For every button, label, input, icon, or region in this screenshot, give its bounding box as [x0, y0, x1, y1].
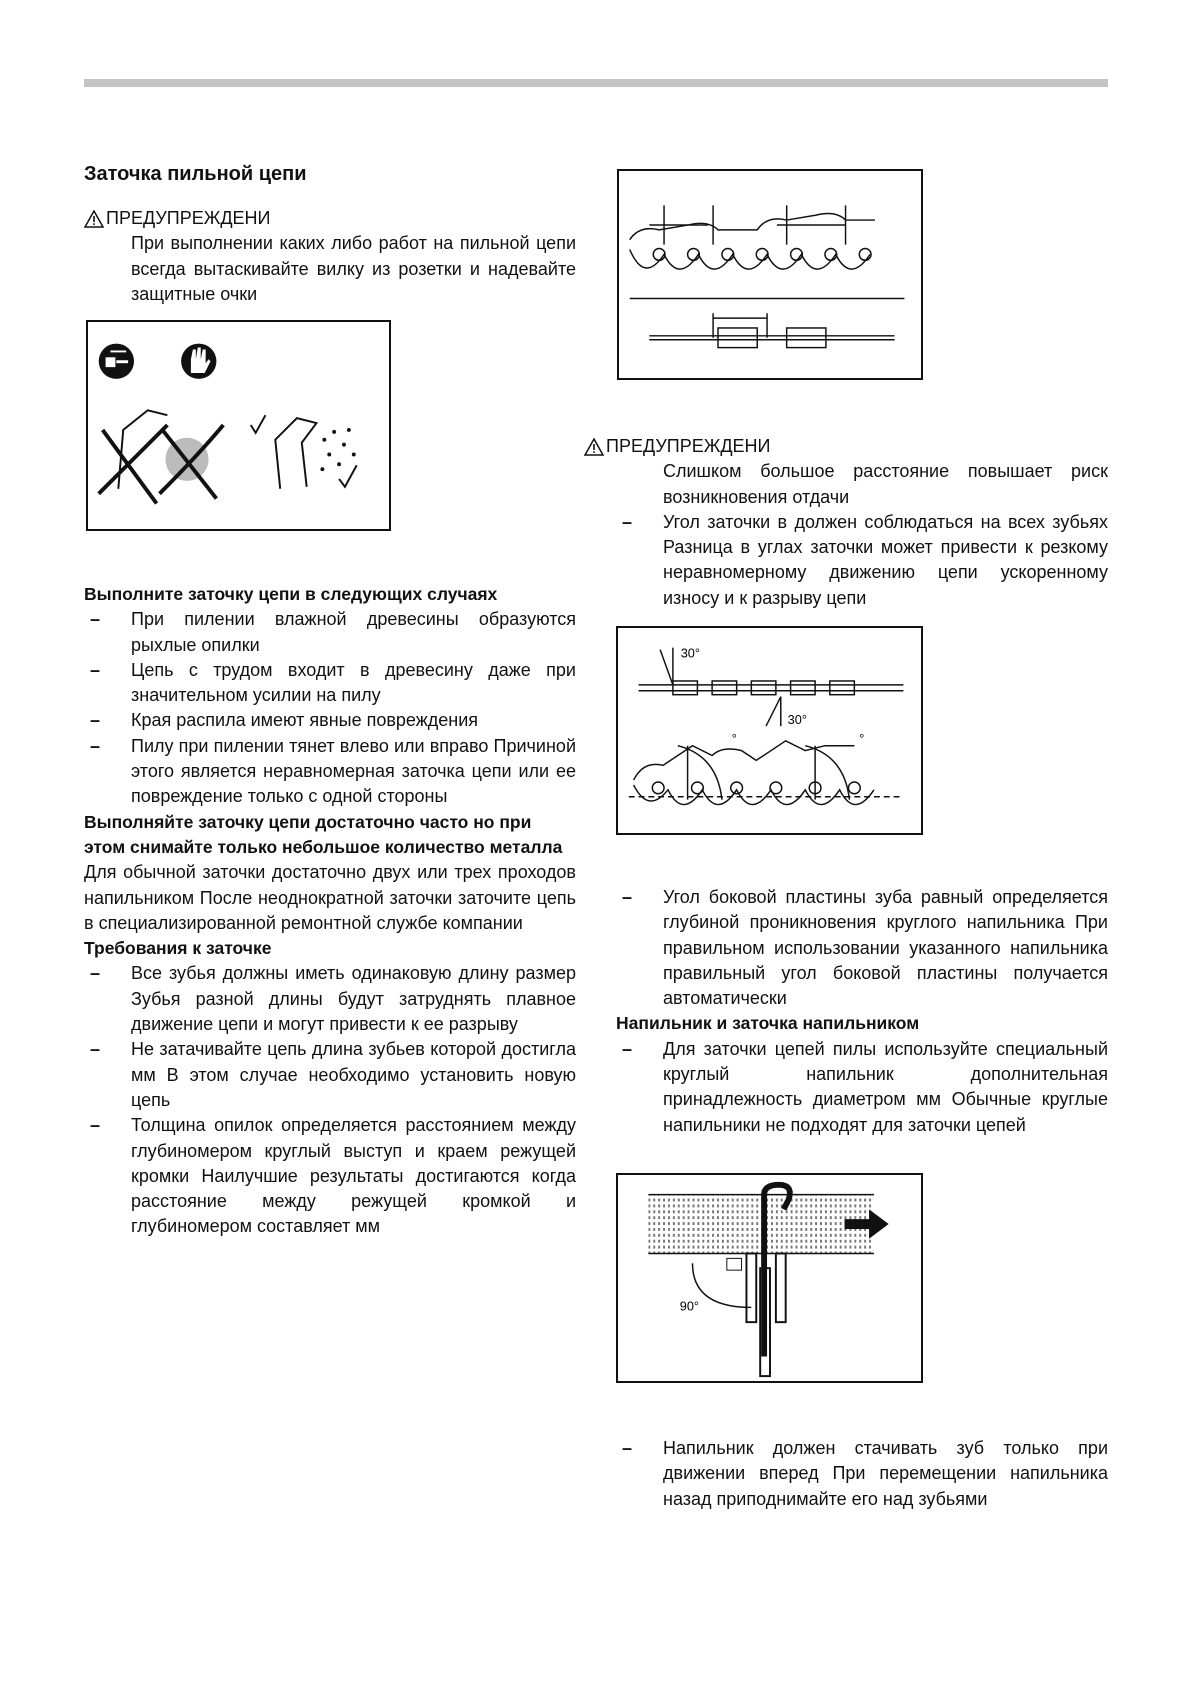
- unplug-icon: [99, 344, 134, 379]
- section-when-to-sharpen: [84, 582, 576, 1240]
- chain-top-view: [649, 313, 894, 347]
- page-title: Заточка пильной цепи: [84, 163, 307, 185]
- list-item: – Для заточки цепей пилы используйте специальный круглый напильник дополнительная принадлежность диаметром мм Обычные круглые напильники не подходят для заточки цепей: [622, 1038, 1108, 1135]
- paragraph: Для обычной заточки достаточно двух или трех проходов напильником После неоднократной заточки заточите цепь в специализированной ремонтной службе компании: [84, 862, 576, 933]
- warning-triangle-icon: [584, 438, 604, 456]
- list-item: – Угол заточки в должен соблюдаться на всех зубьях Разница в углах заточки может привести к резкому неравномерному движению цепи ускоренному износу и к разрыву цепи: [622, 511, 1108, 608]
- gloves-icon: [181, 344, 216, 379]
- list-item: – Цепь с трудом входит в древесину даже при значительном усилии на пилу: [90, 659, 576, 706]
- section-file: [616, 885, 1108, 1138]
- list-item: – Угол боковой пластины зуба равный определяется глубиной проникновения круглого напильника При правильном использовании указанного напильника правильный угол боковой пластины получается автоматически: [622, 887, 1108, 1009]
- wrong-file-icon: [99, 410, 168, 503]
- list-item: – Пилу при пилении тянет влево или вправо Причиной этого является неравномерная заточка цепи или ее повреждение только с одной стороны: [90, 735, 576, 807]
- angle-label-90: 90°: [679, 1298, 700, 1314]
- warning-text: При выполнении каких либо работ на пильной цепи всегда вытаскивайте вилку из розетки и надевайте защитные очки: [131, 233, 576, 304]
- chain-dimension-figure: [617, 169, 923, 380]
- warning-heading: [84, 206, 576, 231]
- section-heading: Выполняйте заточку цепи достаточно часто но при этом снимайте только небольшое количество металла: [84, 811, 563, 857]
- section-heading: Напильник и заточка напильником: [616, 1013, 920, 1034]
- file-position-figure: [616, 1173, 923, 1383]
- angle-label-b: °: [859, 730, 865, 746]
- correct-file-icon: [251, 415, 317, 489]
- section-file-direction: [616, 1436, 1108, 1512]
- section-heading: Выполните заточку цепи в следующих случаях: [84, 584, 498, 604]
- safety-figure: [86, 320, 391, 531]
- list-item: – При пилении влажной древесины образуются рыхлые опилки: [90, 609, 576, 655]
- warning-heading: [584, 434, 1108, 459]
- warning-triangle-icon: [84, 210, 104, 228]
- file-body: [648, 1195, 874, 1254]
- warning-heading-text: ПРЕДУПРЕЖДЕНИ: [106, 208, 271, 228]
- wrong-dust-icon: [160, 425, 224, 499]
- sharpening-angle-figure: [616, 626, 923, 835]
- chain-side-view: [630, 205, 905, 298]
- list-item: – Толщина опилок определяется расстоянием между глубиномером круглый выступ и краем режущей кромки Наилучшие результаты достигаются когда расстояние между режущей кромкой и глубиномером составляет мм: [90, 1115, 576, 1237]
- header-bar: [84, 79, 1108, 87]
- warning-block-2: [606, 434, 1108, 611]
- angle-label-a: °: [731, 730, 737, 746]
- list-item: – Все зубья должны иметь одинаковую длину размер Зубья разной длины будут затруднять плавное движение цепи и могут привести к ее разрыву: [90, 963, 576, 1035]
- warning-text: Слишком большое расстояние повышает риск возникновения отдачи: [663, 461, 1108, 507]
- section-heading: Требования к заточке: [84, 938, 272, 959]
- warning-heading-text: ПРЕДУПРЕЖДЕНИ: [606, 436, 771, 456]
- warning-block-1: [84, 206, 576, 307]
- list-item: – Края распила имеют явные повреждения: [90, 710, 479, 731]
- angle-label-top: 30°: [680, 645, 701, 661]
- list-item: – Не затачивайте цепь длина зубьев которой достигла мм В этом случае необходимо установить новую цепь: [90, 1039, 576, 1110]
- correct-chips-icon: [320, 428, 356, 487]
- angle-label-bottom: 30°: [787, 712, 807, 728]
- list-item: – Напильник должен стачивать зуб только при движении вперед При перемещении напильника назад приподнимайте его над зубьями: [622, 1438, 1108, 1509]
